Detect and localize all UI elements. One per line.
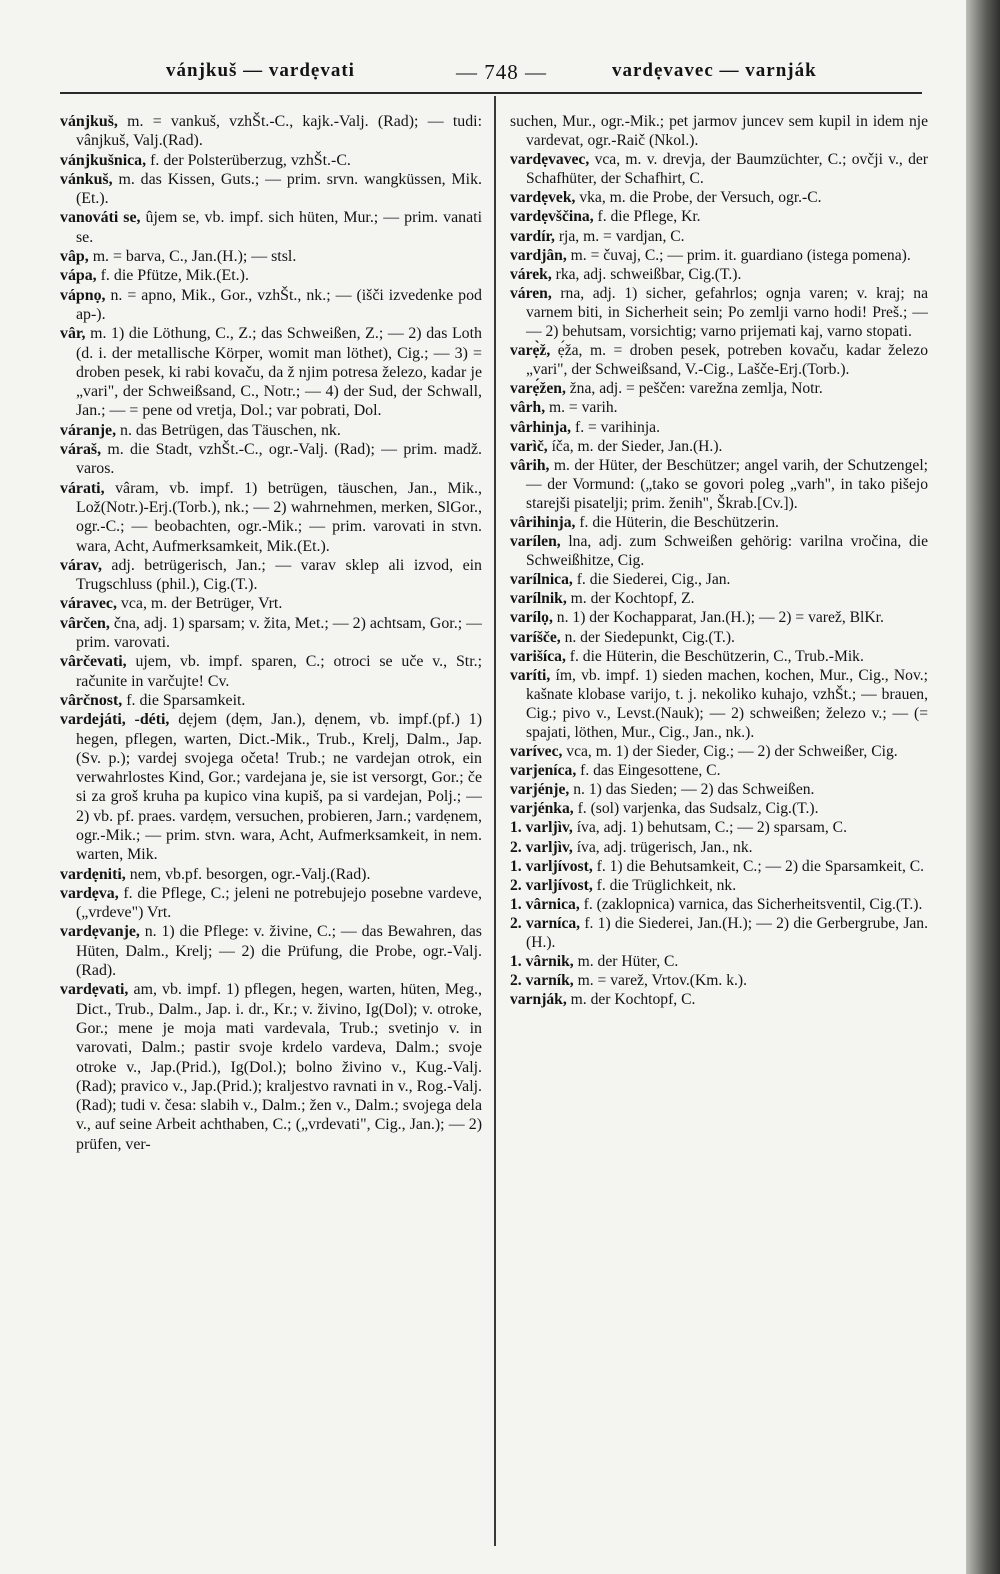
dictionary-entry <box>60 208 482 247</box>
entry-headword: 2. varljívost, <box>510 876 593 894</box>
entry-definition: n. 1) das Sieden; — 2) das Schweißen. <box>573 781 815 799</box>
entry-headword: varílen, <box>510 533 561 551</box>
entry-definition: f. 1) die Behutsamkeit, C.; — 2) die Sparsamkeit, C. <box>596 857 925 875</box>
entry-definition: n. das Betrügen, das Täuschen, nk. <box>120 421 341 439</box>
entry-headword: vardír, <box>510 227 555 245</box>
entry-definition: vca, m. 1) der Sieder, Cig.; — 2) der Schweißer, Cig. <box>566 743 898 761</box>
entry-headword: vârčen, <box>60 614 110 632</box>
entry-definition: m. = čuvaj, C.; — prim. it. guardiano (istega pomena). <box>570 246 911 264</box>
dictionary-entry <box>60 247 482 266</box>
dictionary-entry <box>60 112 482 151</box>
entry-definition: m. der Kochtopf, C. <box>570 991 696 1009</box>
dictionary-entry <box>60 421 482 440</box>
entry-headword: 1. varljívost, <box>510 857 593 875</box>
entry-definition: ûjem se, vb. impf. sich hüten, Mur.; — prim. vanati se. <box>76 209 482 246</box>
entry-definition: f. = varihinja. <box>575 418 661 436</box>
dictionary-entry <box>510 761 928 780</box>
entry-definition: nem, vb.pf. besorgen, ogr.-Valj.(Rad). <box>129 865 371 883</box>
entry-definition: f. 1) die Siederei, Jan.(H.); — 2) die Gerbergrube, Jan.(H.). <box>526 914 928 952</box>
dictionary-entry <box>60 865 482 884</box>
dictionary-entry <box>510 971 928 990</box>
entry-definition: čna, adj. 1) sparsam; v. žita, Met.; — 2) achtsam, Gor.; — prim. varovati. <box>76 614 482 652</box>
dictionary-entry <box>60 440 482 479</box>
dictionary-entry <box>510 895 928 914</box>
header-right-guide-words: vardẹvavec — varnják <box>612 60 817 81</box>
dictionary-entry <box>510 513 928 532</box>
dictionary-entry <box>510 876 928 895</box>
entry-definition: íča, m. der Sieder, Jan.(H.). <box>551 437 723 455</box>
entry-headword: vârh, <box>510 399 546 417</box>
entry-definition: íva, adj. trügerisch, Jan., nk. <box>576 838 753 856</box>
entry-headword: 2. varník, <box>510 972 574 990</box>
entry-definition: m. = vankuš, vzhŠt.-C., kajk.-Valj. (Rad); — tudi: vânjkuš, Valj.(Rad). <box>76 113 482 150</box>
entry-definition: f. (zaklopnica) varnica, das Sicherheitsventil, Cig.(T.). <box>583 895 923 913</box>
entry-definition: vca, m. der Betrüger, Vrt. <box>120 595 283 613</box>
entry-headword: vánkuš, <box>60 170 113 188</box>
entry-definition: adj. betrügerisch, Jan.; — varav sklep ali izvod, ein Trugschluss (phil.), Cig.(T.). <box>76 556 482 594</box>
dictionary-entry <box>510 589 928 608</box>
entry-definition: n. = apno, Mik., Gor., vzhŠt., nk.; — (išči izvedenke pod ap-). <box>76 286 482 323</box>
dictionary-entry <box>60 710 482 864</box>
entry-headword: varìč, <box>510 437 548 455</box>
entry-headword: varílọ, <box>510 609 553 627</box>
dictionary-entry <box>510 818 928 837</box>
entry-definition: f. die Pflege, Kr. <box>597 208 701 226</box>
page-header <box>0 56 962 92</box>
entry-headword: varẹ̀ž, <box>510 342 551 360</box>
dictionary-entry <box>510 112 928 150</box>
dictionary-entry <box>510 437 928 456</box>
entry-definition: rja, m. = vardjan, C. <box>558 227 685 245</box>
left-column <box>60 112 482 1552</box>
entry-headword: vârihinja, <box>510 513 576 531</box>
entry-headword: varẹ́žen, <box>510 380 566 398</box>
dictionary-entry <box>510 952 928 971</box>
entry-headword: vánjkušnica, <box>60 151 147 169</box>
dictionary-entry <box>510 857 928 876</box>
entry-headword: várek, <box>510 265 552 283</box>
entry-headword: varíšče, <box>510 628 561 646</box>
entry-definition: f. das Eingesottene, C. <box>580 762 721 780</box>
entry-definition: dẹjem (dẹm, Jan.), dẹnem, vb. impf.(pf.) 1) hegen, pflegen, warten, Dict.-Mik., Trub., Krelj, Dalm., Jap.(Sv. p.); vardej svojega očeta! Trub.; ne vardejan otrok, ein verwahrlostes Kind, Gor.; vardejana je, sie ist versorgt, Gor.; če si za groš kruha pa kupico vina kupiš, pa si vardejan, Polj.; — 2) vb. pf. praes. vardẹm, versuchen, probieren, Jarn.; vardẹnem, ogr.-Mik.; — prim. stvn. wara, Acht, Aufmerksamkeit, in nem. warten, Mik. <box>76 711 482 864</box>
entry-headword: vârčevati, <box>60 653 127 671</box>
entry-headword: vardẹniti, <box>60 865 126 883</box>
entry-headword: vardẹva, <box>60 884 119 902</box>
entry-definition: f. die Pfütze, Mik.(Et.). <box>100 267 249 285</box>
dictionary-entry <box>510 341 928 379</box>
entry-headword: varílnik, <box>510 590 567 608</box>
entry-definition: ím, vb. impf. 1) sieden machen, kochen, Mur., Cig., Nov.; kašnate klobase varijo, t. j. nekoliko kuhajo, vzhŠt.; — brauen, Cig.; pivo v., Levst.(Nauk); — 2) schweißen; železo v.; — (= spajati, löthen, Mur., Cig., Jan., nk.). <box>526 666 928 741</box>
entry-headword: várati, <box>60 479 105 497</box>
entry-headword: vârih, <box>510 456 550 474</box>
entry-definition: rka, adj. schweißbar, Cig.(T.). <box>555 265 742 283</box>
entry-headword: vardjân, <box>510 246 567 264</box>
dictionary-entry <box>510 799 928 818</box>
entry-definition: f. die Trüglichkeit, nk. <box>596 876 737 894</box>
entry-definition: m. das Kissen, Guts.; — prim. srvn. wangküssen, Mik.(Et.). <box>76 170 482 208</box>
entry-headword: varnják, <box>510 991 567 1009</box>
entry-definition: m. der Hüter, der Beschützer; angel varih, der Schutzengel; — der Vormund: („tako se govori poleg „varh", in tako pišejo starejši pisatelji; prim. ženih", Škrab.[Cv.]). <box>526 456 928 512</box>
entry-headword: vârčnost, <box>60 691 123 709</box>
right-column <box>510 112 928 1552</box>
dictionary-entry <box>510 188 928 207</box>
entry-definition: vâram, vb. impf. 1) betrügen, täuschen, Jan., Mik., Lož(Notr.)-Erj.(Torb.), nk.; — 2) wahrnehmen, merken, SlGor., ogr.-C.; — beobachten, ogr.-Mik.; — prim. varovati in stvn. wara, Acht, Aufmerksamkeit, Mik.(Et.). <box>76 479 482 555</box>
entry-definition: m. der Hüter, C. <box>577 953 679 971</box>
entry-headword: 1. vârnica, <box>510 895 580 913</box>
entry-headword: vardejáti, -déti, <box>60 711 170 729</box>
entry-definition: f. die Siederei, Cig., Jan. <box>576 571 731 589</box>
dictionary-entry <box>60 324 482 420</box>
entry-headword: varíti, <box>510 666 551 684</box>
dictionary-entry <box>510 398 928 417</box>
dictionary-entry <box>510 780 928 799</box>
dictionary-entry <box>60 286 482 325</box>
entry-definition: ujem, vb. impf. sparen, C.; otroci se uče v., Str.; računite in varčujte! Cv. <box>76 653 482 690</box>
entry-headword: vardẹvek, <box>510 189 576 207</box>
entry-headword: várav, <box>60 556 102 574</box>
entry-headword: vâp, <box>60 248 89 266</box>
entry-definition: ẹ́ža, m. = droben pesek, potreben kovaču, kadar železo „vari", der Schweißsand, V.-Cig., Lašče-Erj.(Torb.). <box>526 342 928 379</box>
entry-definition: f. die Pflege, C.; jeleni ne potrebujejo posebne vardeve, („vrdeve") Vrt. <box>76 884 482 922</box>
entry-definition: n. der Siedepunkt, Cig.(T.). <box>564 628 735 646</box>
dictionary-entry <box>510 379 928 398</box>
entry-headword: váranje, <box>60 421 117 439</box>
dictionary-entry <box>510 838 928 857</box>
dictionary-entry <box>60 151 482 170</box>
entry-definition: n. 1) die Pflege: v. živine, C.; — das Bewahren, das Hüten, Dalm., Krelj; — 2) die Prüfung, die Probe, ogr.-Valj.(Rad). <box>76 923 482 980</box>
entry-headword: vápa, <box>60 267 97 285</box>
entry-headword: varívec, <box>510 743 563 761</box>
dictionary-entry <box>510 246 928 265</box>
entry-definition: n. 1) der Kochapparat, Jan.(H.); — 2) = varež, BlKr. <box>556 609 884 627</box>
entry-definition: m. der Kochtopf, Z. <box>570 590 695 608</box>
dictionary-entry <box>60 556 482 595</box>
entry-headword: vardẹvati, <box>60 981 129 999</box>
page-number: — 748 — <box>456 60 547 84</box>
dictionary-entry <box>510 570 928 589</box>
entry-headword: varílnica, <box>510 571 573 589</box>
dictionary-entry <box>510 608 928 627</box>
dictionary-entry <box>60 614 482 653</box>
entry-headword: vâr, <box>60 325 86 343</box>
entry-headword: varjénje, <box>510 781 570 799</box>
entry-headword: 1. varljìv, <box>510 819 573 837</box>
entry-definition: vka, m. die Probe, der Versuch, ogr.-C. <box>579 189 822 207</box>
entry-definition: m. = varež, Vrtov.(Km. k.). <box>577 972 747 990</box>
entry-headword: váren, <box>510 284 552 302</box>
entry-headword: 1. vârnik, <box>510 953 574 971</box>
entry-headword: vápnọ, <box>60 286 106 304</box>
entry-headword: varjénka, <box>510 800 574 818</box>
entry-definition: žna, adj. = peščen: varežna zemlja, Notr. <box>569 380 823 398</box>
dictionary-entry <box>60 266 482 285</box>
entry-definition: f. (sol) varjenka, das Sudsalz, Cig.(T.). <box>577 800 819 818</box>
dictionary-entry <box>510 914 928 952</box>
dictionary-entry <box>60 922 482 980</box>
entry-headword: vardẹvščina, <box>510 208 594 226</box>
dictionary-entry <box>510 628 928 647</box>
entry-definition: suchen, Mur., ogr.-Mik.; pet jarmov juncev sem kupil in idem nje vardevat, ogr.-Raič (Nkol.). <box>510 113 928 150</box>
entry-headword: varjeníca, <box>510 762 577 780</box>
dictionary-entry <box>510 150 928 188</box>
entry-headword: vârhinja, <box>510 418 572 436</box>
entry-definition: m. = varih. <box>549 399 618 417</box>
page-edge-shadow <box>966 0 1000 1574</box>
entry-definition: vca, m. v. drevja, der Baumzüchter, C.; ovčji v., der Schafhüter, der Schafhirt, C. <box>526 151 928 188</box>
dictionary-entry <box>510 990 928 1009</box>
header-rule <box>60 92 922 94</box>
entry-definition: f. die Sparsamkeit. <box>126 691 246 709</box>
entry-headword: 2. varníca, <box>510 914 581 932</box>
dictionary-entry <box>510 532 928 570</box>
entry-definition: m. die Stadt, vzhŠt.-C., ogr.-Valj. (Rad); — prim. madž. varos. <box>76 441 482 478</box>
entry-headword: 2. varljìv, <box>510 838 573 856</box>
header-left-guide-words: vánjkuš — vardẹvati <box>166 60 355 81</box>
dictionary-entry <box>510 227 928 246</box>
dictionary-entry <box>510 207 928 226</box>
column-divider <box>494 96 496 1546</box>
entry-definition: f. die Hüterin, die Beschützerin, C., Trub.-Mik. <box>569 647 864 665</box>
dictionary-entry <box>510 418 928 437</box>
entry-definition: íva, adj. 1) behutsam, C.; — 2) sparsam, C. <box>576 819 847 837</box>
entry-definition: lna, adj. zum Schweißen gehörig: varilna vročina, die Schweißhitze, Cig. <box>526 533 928 570</box>
dictionary-entry <box>60 691 482 710</box>
entry-headword: váravec, <box>60 595 117 613</box>
entry-headword: vardẹvavec, <box>510 151 590 169</box>
entry-definition: rna, adj. 1) sicher, gefahrlos; ognja varen; v. kraj; na varnem biti, in Sicherheit sein; Po zemlji varno hodi! Preš.; — — 2) behutsam, vorsichtig; varno prijemati kaj, varno stopati. <box>526 284 928 341</box>
entry-definition: f. der Polsterüberzug, vzhŠt.-C. <box>150 151 351 169</box>
dictionary-entry <box>510 647 928 666</box>
entry-headword: vánjkuš, <box>60 113 118 130</box>
dictionary-entry <box>60 652 482 691</box>
dictionary-entry <box>60 170 482 209</box>
entry-headword: vanováti se, <box>60 209 141 227</box>
dictionary-entry <box>510 456 928 513</box>
dictionary-entry <box>510 666 928 742</box>
entry-definition: m. = barva, C., Jan.(H.); — stsl. <box>92 248 297 266</box>
entry-definition: am, vb. impf. 1) pflegen, hegen, warten, hüten, Meg., Dict., Trub., Dalm., Jap. i. dr., Kr.; v. živino, Ig(Dol); v. otroke, Gor.; mene je moja mati vardevala, Trub.; svetinjo v. in varovati, Dalm.; pastir svoje krdelo vardeva, Dalm.; svoje otroke v., Jap.(Prid.), Ig(Dol.); bolno živino v., Kug.-Valj.(Rad); pravico v., Jap.(Prid.); kraljestvo ravnati in v., Rog.-Valj.(Rad); tudi v. česa: slabih v., Dalm.; žen v., Dalm.; svojega dela v., auf seine Arbeit achthaben, C.; („vrdevati", Cig., Jan.); — 2) prüfen, ver- <box>76 981 482 1153</box>
entry-headword: vardẹvanje, <box>60 923 140 941</box>
dictionary-entry <box>60 594 482 613</box>
entry-definition: f. die Hüterin, die Beschützerin. <box>579 513 779 531</box>
dictionary-entry <box>510 265 928 284</box>
dictionary-entry <box>60 980 482 1154</box>
dictionary-entry <box>510 284 928 341</box>
dictionary-entry <box>60 884 482 923</box>
dictionary-entry <box>510 742 928 761</box>
dictionary-entry <box>60 479 482 556</box>
entry-definition: m. 1) die Löthung, C., Z.; das Schweißen, Z.; — 2) das Loth (d. i. der metallische Körper, womit man löthet), Cig.; — 3) = droben pesek, ki rabi kovaču, da ž njim potresa železo, kadar je „vari", der Schweißsand, C., Notr.; — 4) der Sud, der Schwall, Jan.; — = pene od vretja, Dol.; var pobrati, Dol. <box>76 325 482 420</box>
entry-headword: váraš, <box>60 441 102 459</box>
entry-headword: varišíca, <box>510 647 566 665</box>
